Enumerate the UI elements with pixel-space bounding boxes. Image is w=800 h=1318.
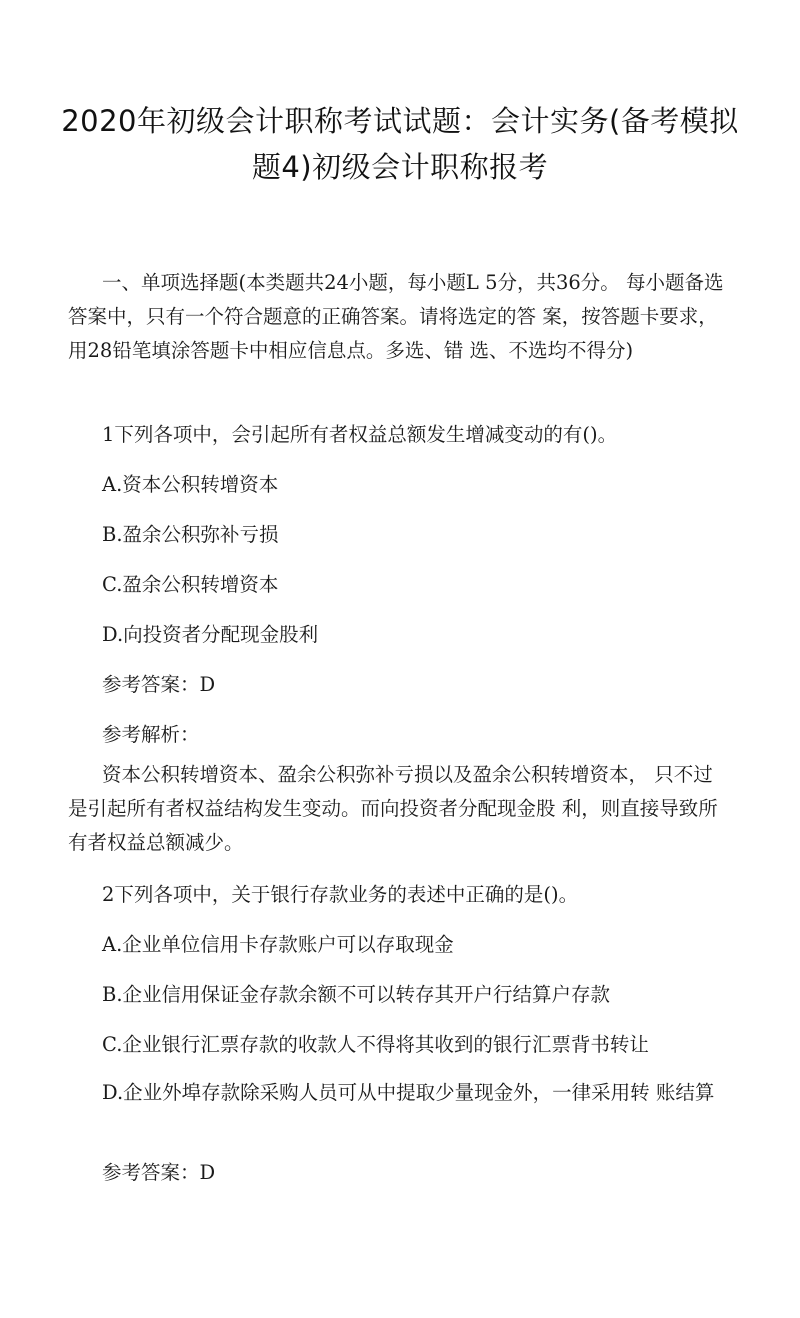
question-2-option-c: C.企业银行汇票存款的收款人不得将其收到的银行汇票背书转让 — [102, 1033, 649, 1056]
question-1-analysis-label: 参考解析： — [102, 723, 200, 746]
question-2-answer: 参考答案：D — [102, 1161, 216, 1184]
question-1-analysis: 资本公积转增资本、盈余公积弥补亏损以及盈余公积转增资本， 只不过是引起所有者权益结构发生变动。而向投资者分配现金股 利，则直接导致所有者权益总额减少。 — [68, 763, 718, 854]
question-1-option-b: B.盈余公积弥补亏损 — [102, 523, 279, 546]
question-1-option-d: D.向投资者分配现金股利 — [102, 623, 319, 646]
question-2-option-d: D.企业外埠存款除采购人员可从中提取少量现金外，一律采用转 账结算 — [102, 1081, 715, 1104]
section-intro: 一、单项选择题(本类题共24小题，每小题L 5分，共36分。 每小题备选答案中，只有一个符合题意的正确答案。请将选定的答 案，按答题卡要求，用28铅笔填涂答题卡中相应信息点。多选、错 选、不选均不得分) — [68, 271, 724, 362]
question-2-option-a: A.企业单位信用卡存款账户可以存取现金 — [102, 933, 454, 956]
question-1-stem: 1下列各项中，会引起所有者权益总额发生增减变动的有()。 — [102, 423, 618, 446]
question-1-answer: 参考答案：D — [102, 673, 216, 696]
document-title: 2020年初级会计职称考试试题：会计实务(备考模拟题4)初级会计职称报考 — [61, 104, 739, 184]
question-2-option-b: B.企业信用保证金存款余额不可以转存其开户行结算户存款 — [102, 983, 611, 1006]
question-2-stem: 2下列各项中，关于银行存款业务的表述中正确的是()。 — [102, 883, 579, 906]
question-1-option-a: A.资本公积转增资本 — [102, 473, 279, 496]
question-1-option-c: C.盈余公积转增资本 — [102, 573, 279, 596]
